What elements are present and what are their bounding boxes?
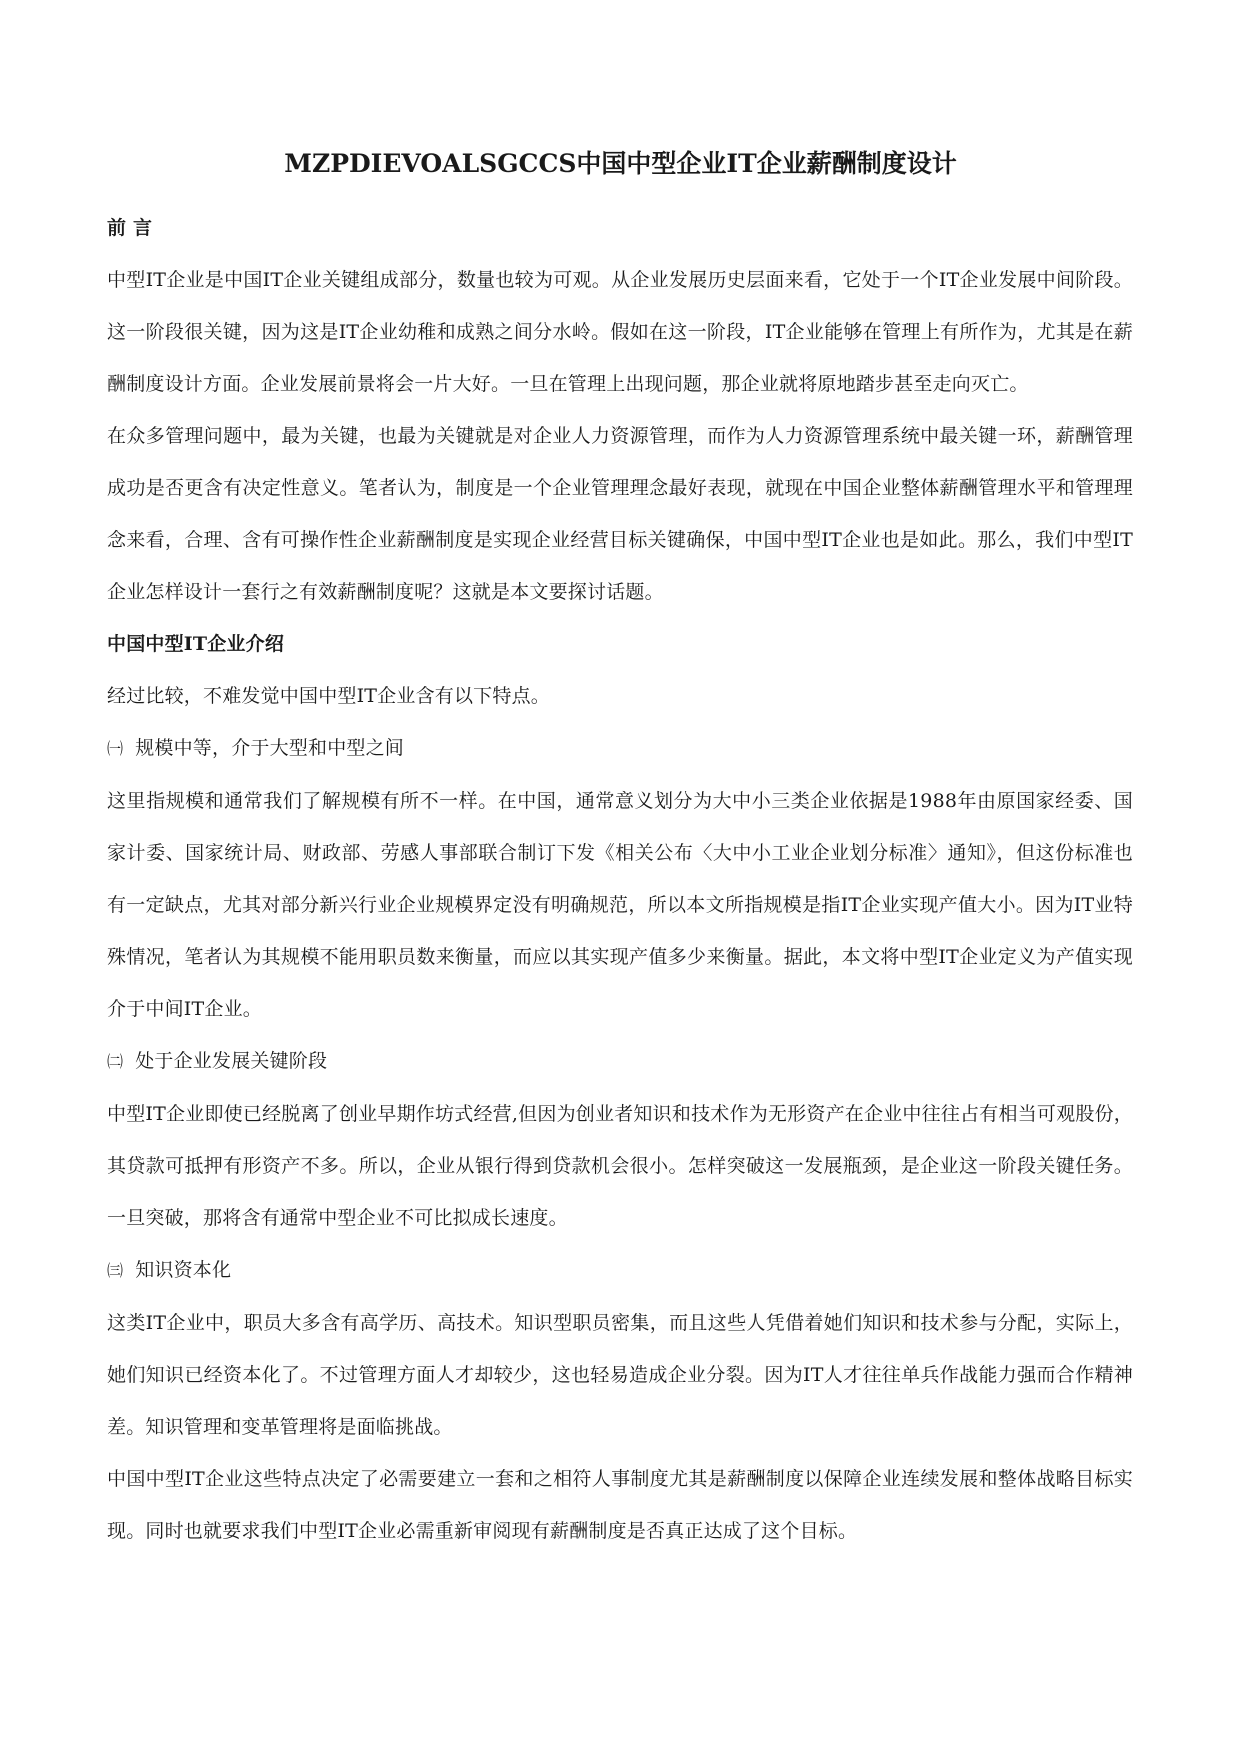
preface-paragraph-1: 中型IT企业是中国IT企业关键组成部分，数量也较为可观。从企业发展历史层面来看，它处于一个IT企业发展中间阶段。这一阶段很关键，因为这是IT企业幼稚和成熟之间分水岭。假如在这一阶段，IT企业能够在管理上有所作为，尤其是在薪酬制度设计方面。企业发展前景将会一片大好。一旦在管理上出现问题，那企业就将原地踏步甚至走向灭亡。	[107, 269, 1133, 395]
list-item-1-body: 这里指规模和通常我们了解规模有所不一样。在中国，通常意义划分为大中小三类企业依据是1988年由原国家经委、国家计委、国家统计局、财政部、劳感人事部联合制订下发《相关公布〈大中小工业企业划分标准〉通知》，但这份标准也有一定缺点，尤其对部分新兴行业企业规模界定没有明确规范，所以本文所指规模是指IT企业实现产值大小。因为IT业特殊情况，笔者认为其规模不能用职员数来衡量，而应以其实现产值多少来衡量。据此，本文将中型IT企业定义为产值实现介于中间IT企业。	[107, 790, 1133, 1020]
intro-heading: 中国中型IT企业介绍	[107, 633, 285, 655]
document-body	[107, 202, 1133, 1557]
list-item-2-title: 处于企业发展关键阶段	[135, 1050, 328, 1072]
list-item-1-title: 规模中等，介于大型和中型之间	[135, 737, 405, 759]
preface-paragraph-2: 在众多管理问题中，最为关键，也最为关键就是对企业人力资源管理，而作为人力资源管理系统中最关键一环，薪酬管理成功是否更含有决定性意义。笔者认为，制度是一个企业管理理念最好表现，就现在中国企业整体薪酬管理水平和管理理念来看，合理、含有可操作性企业薪酬制度是实现企业经营目标关键确保，中国中型IT企业也是如此。那么，我们中型IT企业怎样设计一套行之有效薪酬制度呢？这就是本文要探讨话题。	[107, 425, 1134, 603]
list-item-2-body: 中型IT企业即使已经脱离了创业早期作坊式经营,但因为创业者知识和技术作为无形资产在企业中往往占有相当可观股份，其贷款可抵押有形资产不多。所以，企业从银行得到贷款机会很小。怎样突破这一发展瓶颈，是企业这一阶段关键任务。一旦突破，那将含有通常中型企业不可比拟成长速度。	[107, 1103, 1133, 1229]
list-marker-1: ㈠	[107, 739, 124, 758]
document-title: MZPDIEVOALSGCCS中国中型企业IT企业薪酬制度设计	[284, 149, 957, 178]
intro-paragraph: 经过比较，不难发觉中国中型IT企业含有以下特点。	[107, 685, 550, 707]
list-item-2	[107, 1035, 1133, 1088]
list-item-1	[107, 722, 1133, 775]
conclusion-paragraph: 中国中型IT企业这些特点决定了必需要建立一套和之相符人事制度尤其是薪酬制度以保障企业连续发展和整体战略目标实现。同时也就要求我们中型IT企业必需重新审阅现有薪酬制度是否真正达成了这个目标。	[107, 1468, 1133, 1542]
preface-heading: 前 言	[107, 217, 153, 239]
list-marker-2: ㈡	[107, 1052, 124, 1071]
list-item-3	[107, 1244, 1133, 1297]
list-item-3-body: 这类IT企业中，职员大多含有高学历、高技术。知识型职员密集，而且这些人凭借着她们知识和技术参与分配，实际上，她们知识已经资本化了。不过管理方面人才却较少，这也轻易造成企业分裂。因为IT人才往往单兵作战能力强而合作精神差。知识管理和变革管理将是面临挑战。	[107, 1312, 1133, 1438]
list-marker-3: ㈢	[107, 1261, 124, 1280]
list-item-3-title: 知识资本化	[135, 1259, 232, 1281]
